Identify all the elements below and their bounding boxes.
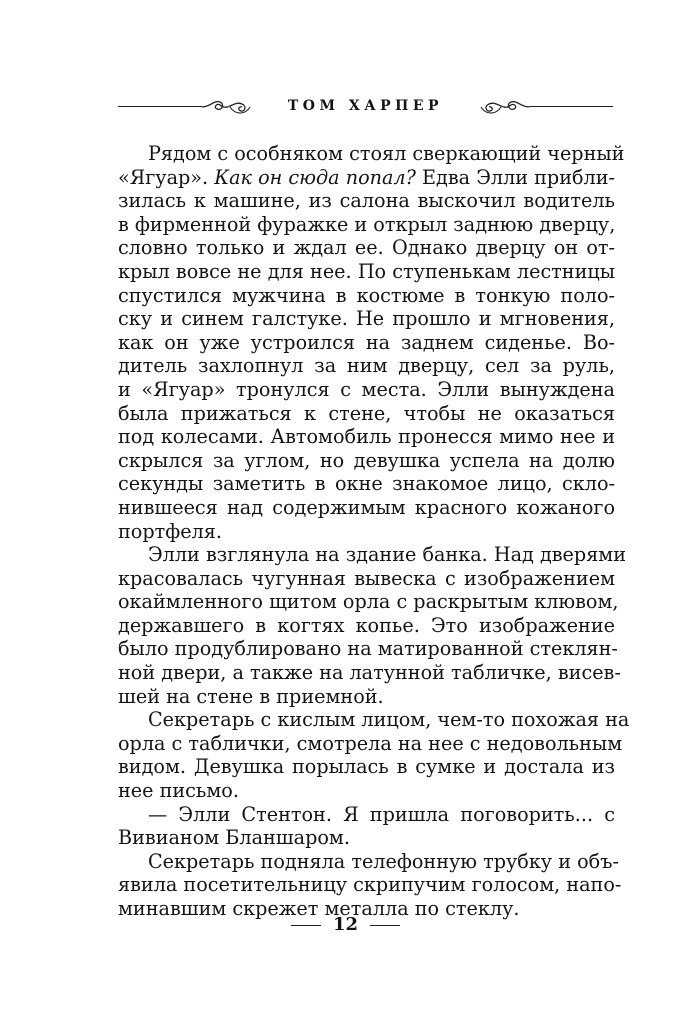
text-segment: окаймленного щитом орла с раскрытым клювом, bbox=[118, 590, 619, 614]
body-text bbox=[118, 142, 630, 921]
text-segment: нившееся над содержимым красного кожаного bbox=[118, 495, 615, 519]
text-segment: как он уже устроился на заднем сиденье. Во- bbox=[118, 330, 615, 354]
page-footer bbox=[0, 914, 691, 935]
text-line bbox=[118, 260, 615, 284]
text-line bbox=[118, 331, 615, 355]
text-segment: скрылся за углом, но девушка успела на долю bbox=[118, 448, 615, 472]
text-segment: было продублировано на матированной стеклян- bbox=[118, 637, 618, 661]
text-line bbox=[118, 803, 615, 827]
text-segment: Элли взглянула на здание банка. Над дверями bbox=[148, 543, 627, 567]
text-line bbox=[118, 614, 615, 638]
text-line bbox=[118, 779, 615, 803]
text-segment: Рядом с особняком стоял сверкающий черный bbox=[148, 142, 625, 165]
text-line bbox=[118, 731, 623, 756]
text-line bbox=[118, 755, 615, 779]
text-line bbox=[118, 166, 615, 190]
text-line bbox=[118, 449, 615, 473]
text-segment: в фирменной фуражке и открыл заднюю дверцу, bbox=[118, 212, 616, 236]
text-line bbox=[118, 307, 615, 331]
text-segment: Секретарь с кислым лицом, чем-то похожая на bbox=[148, 708, 630, 732]
text-segment: зилась к машине, из салона выскочил водитель bbox=[118, 189, 615, 213]
text-line bbox=[118, 284, 615, 308]
text-line bbox=[118, 378, 615, 402]
text-segment: «Ягуар». bbox=[118, 165, 215, 189]
text-line bbox=[118, 590, 619, 614]
text-segment: крыл вовсе не для нее. По ступенькам лестницы bbox=[118, 259, 615, 283]
text-segment: спустился мужчина в костюме в тонкую поло- bbox=[118, 283, 615, 307]
text-segment: Вивианом Бланшаром. bbox=[118, 826, 350, 850]
text-segment: портфеля. bbox=[118, 519, 223, 543]
running-header bbox=[118, 94, 613, 120]
text-line bbox=[118, 425, 615, 449]
running-title: ТОМ ХАРПЕР bbox=[287, 98, 444, 114]
text-segment: — Элли Стентон. Я пришла поговорить... с bbox=[148, 802, 615, 826]
text-line bbox=[118, 849, 619, 874]
text-segment: под колесами. Автомобиль пронесся мимо нее и bbox=[118, 425, 615, 449]
text-line bbox=[118, 236, 615, 260]
text-segment: дитель захлопнул за ним дверцу, сел за руль, bbox=[118, 354, 615, 378]
text-segment: нее письмо. bbox=[118, 779, 239, 803]
text-line bbox=[118, 142, 625, 166]
text-segment: Едва Элли прибли- bbox=[415, 165, 616, 189]
text-line bbox=[118, 472, 615, 496]
text-segment: и «Ягуар» тронулся с места. Элли вынуждена bbox=[118, 377, 615, 401]
italic-phrase: Как он сюда попал? bbox=[214, 165, 416, 189]
text-segment: державшего в когтях копье. Это изображение bbox=[118, 613, 615, 637]
text-line bbox=[118, 354, 615, 378]
header-rule-right bbox=[529, 106, 613, 107]
flourish-ornament-right-icon bbox=[479, 94, 531, 120]
text-segment: красовалась чугунная вывеска с изображением bbox=[118, 566, 615, 590]
text-line bbox=[118, 708, 630, 732]
text-line bbox=[118, 213, 615, 237]
text-segment: видом. Девушка порылась в сумке и достала из bbox=[118, 755, 615, 779]
text-segment: ску и синем галстуке. Не прошло и мгновения, bbox=[118, 307, 615, 331]
page-number: 12 bbox=[332, 914, 359, 935]
paragraph bbox=[118, 543, 627, 708]
text-line bbox=[118, 685, 615, 709]
text-segment: секунды заметить в окне знакомое лицо, скло- bbox=[118, 472, 615, 496]
text-line bbox=[118, 661, 621, 685]
text-segment: явила посетительницу скрипучим голосом, напо- bbox=[118, 873, 622, 897]
folio-dash-left bbox=[291, 925, 321, 926]
paragraph bbox=[118, 142, 625, 543]
text-line bbox=[118, 496, 615, 520]
text-segment: орла с таблички, смотрела на нее с недовольным bbox=[118, 731, 623, 755]
text-line bbox=[118, 826, 615, 850]
text-segment: шей на стене в приемной. bbox=[118, 684, 384, 708]
text-segment: ной двери, а также на латунной табличке, висев- bbox=[118, 661, 621, 685]
text-segment: минавшим скрежет металла по стеклу. bbox=[118, 897, 520, 920]
text-segment: Секретарь подняла телефонную трубку и объ- bbox=[148, 849, 619, 873]
text-segment: словно только и ждал ее. Однако дверцу он от- bbox=[118, 236, 615, 260]
paragraph bbox=[118, 803, 615, 850]
paragraph bbox=[118, 708, 630, 803]
text-segment: была прижаться к стене, чтобы не оказаться bbox=[118, 401, 615, 425]
text-line bbox=[118, 873, 622, 897]
text-line bbox=[118, 637, 618, 661]
text-line bbox=[118, 189, 615, 213]
text-line bbox=[118, 543, 627, 567]
text-line bbox=[118, 567, 615, 591]
folio-dash-right bbox=[370, 925, 400, 926]
paragraph bbox=[118, 849, 622, 921]
text-line bbox=[118, 402, 615, 426]
text-line bbox=[118, 520, 615, 544]
